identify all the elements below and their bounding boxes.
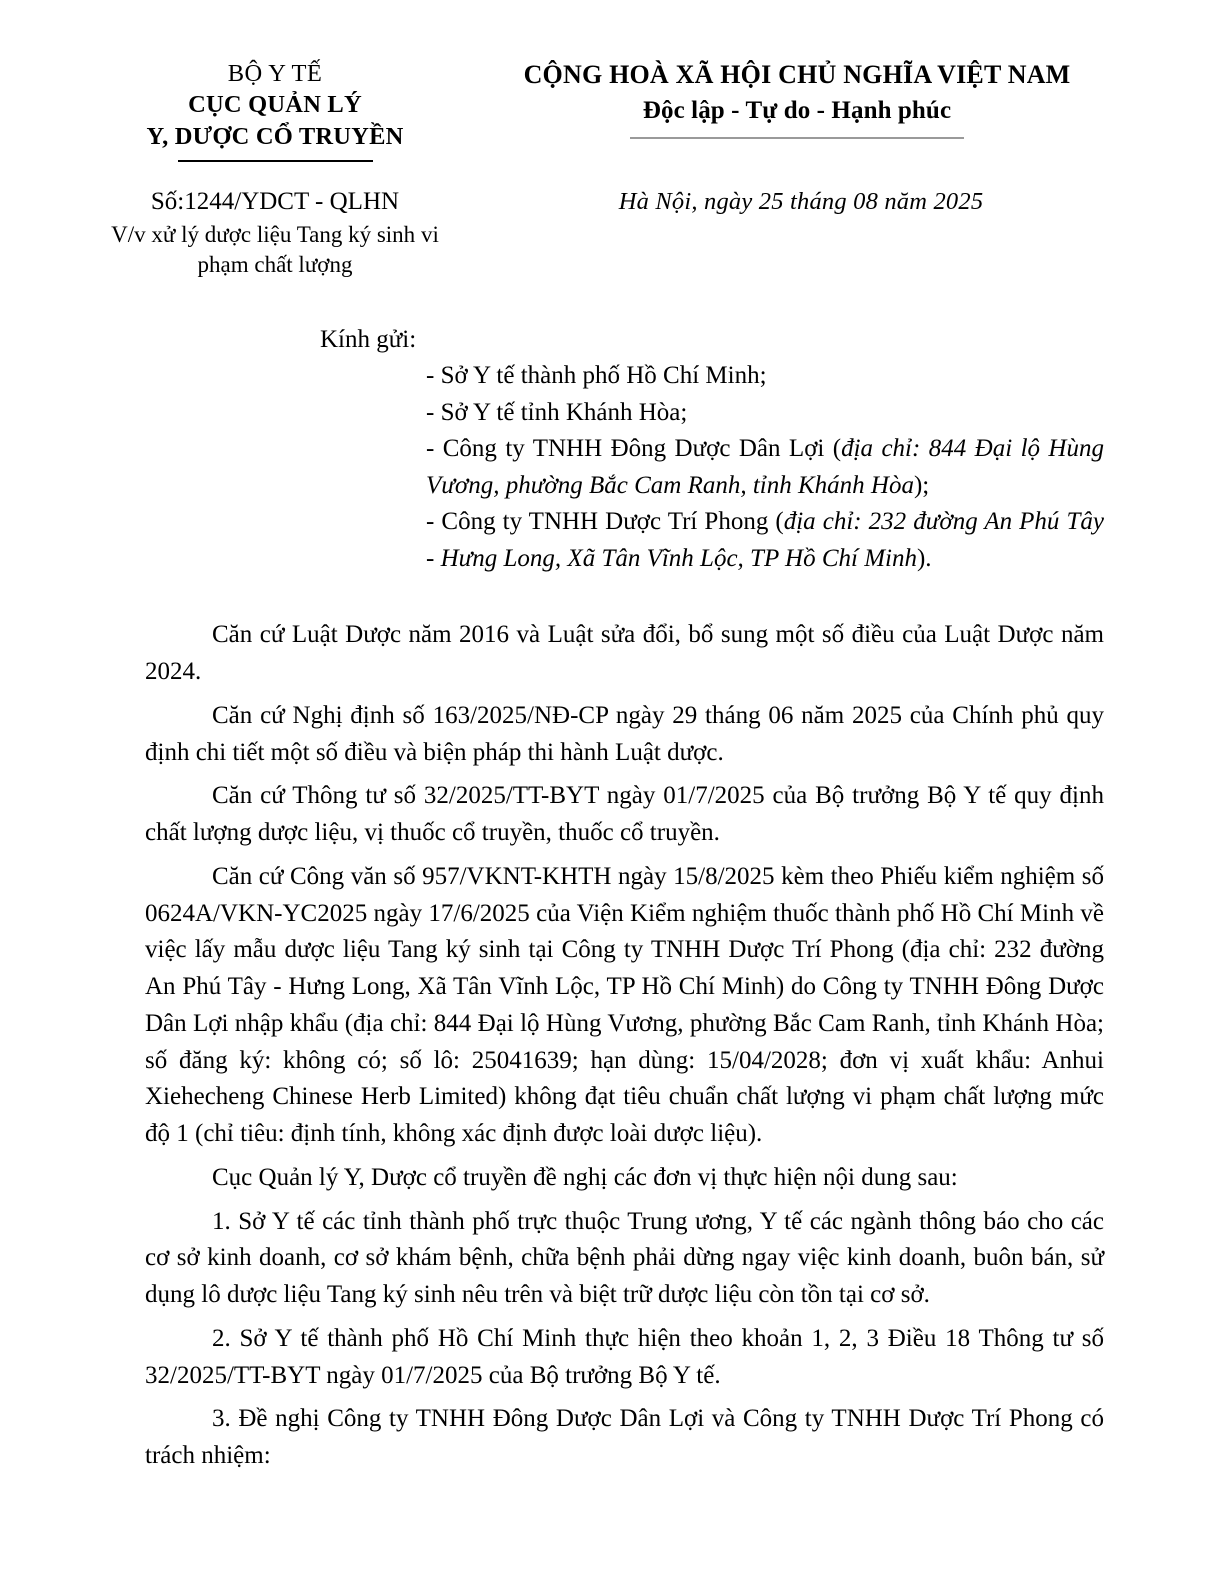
recipient-text-tail: ); xyxy=(913,471,930,499)
recipient-text-plain: - Sở Y tế tỉnh Khánh Hòa; xyxy=(426,398,688,426)
document-header xyxy=(0,0,1224,162)
department-name-line2: Y, DƯỢC CỔ TRUYỀN xyxy=(146,122,404,150)
body-paragraph-item-1: 1. Sở Y tế các tỉnh thành phố trực thuộc Trung ương, Y tế các ngành thông báo cho các cơ sở kinh doanh, cơ sở khám bệnh, chữa bệnh phải dừng ngay việc kinh doanh, buôn bán, sử dụng lô dược liệu Tang ký sinh nêu trên và biệt trữ dược liệu còn tồn tại cơ sở. xyxy=(145,1207,1104,1308)
place-and-date: Hà Nội, ngày 25 tháng 08 năm 2025 xyxy=(618,188,984,216)
issuing-authority-block xyxy=(60,58,490,162)
national-motto: Độc lập - Tự do - Hạnh phúc xyxy=(642,96,952,124)
department-name-line1: CỤC QUẢN LÝ xyxy=(188,91,362,119)
recipient-text-italic: địa chỉ: 844 Đại lộ Hùng Vương, phường Bắc Cam Ranh, tỉnh Khánh Hòa xyxy=(426,435,1104,499)
recipient-item xyxy=(426,504,1104,577)
recipient-item xyxy=(426,431,1104,504)
body-paragraph: Căn cứ Thông tư số 32/2025/TT-BYT ngày 01/7/2025 của Bộ trưởng Bộ Y tế quy định chất lượng dược liệu, vị thuốc cổ truyền, thuốc cổ truyền. xyxy=(145,782,1104,846)
recipient-item xyxy=(426,395,1104,432)
reference-block xyxy=(60,186,490,280)
recipients-label: Kính gửi: xyxy=(320,326,417,354)
recipient-item xyxy=(426,358,1104,395)
body-paragraph: Căn cứ Nghị định số 163/2025/NĐ-CP ngày 29 tháng 06 năm 2025 của Chính phủ quy định chi tiết một số điều và biện pháp thi hành Luật dược. xyxy=(145,701,1104,766)
national-title: CỘNG HOÀ XÃ HỘI CHỦ NGHĨA VIỆT NAM xyxy=(523,60,1071,89)
recipients-list xyxy=(426,358,1104,577)
document-number: Số:1244/YDCT - QLHN xyxy=(150,188,400,216)
body-paragraph-item-3: 3. Đề nghị Công ty TNHH Đông Dược Dân Lợi và Công ty TNHH Dược Trí Phong có trách nhiệm: xyxy=(145,1405,1104,1469)
ministry-name: BỘ Y TẾ xyxy=(227,60,323,87)
recipient-text-plain: - Sở Y tế thành phố Hồ Chí Minh; xyxy=(426,362,767,390)
recipients-block xyxy=(145,322,1104,577)
document-subject xyxy=(60,220,490,280)
body-paragraph-item-2: 2. Sở Y tế thành phố Hồ Chí Minh thực hiện theo khoản 1, 2, 3 Điều 18 Thông tư số 32/2025/TT-BYT ngày 01/7/2025 của Bộ trưởng Bộ Y tế. xyxy=(145,1324,1104,1389)
recipient-text-tail: ). xyxy=(916,544,932,572)
reference-row xyxy=(0,186,1224,280)
body-paragraph: Căn cứ Công văn số 957/VKNT-KHTH ngày 15/8/2025 kèm theo Phiếu kiểm nghiệm số 0624A/VKN-YC2025 ngày 17/6/2025 của Viện Kiểm nghiệm thuốc thành phố Hồ Chí Minh về việc lấy mẫu dược liệu Tang ký sinh tại Công ty TNHH Dược Trí Phong (địa chỉ: 232 đường An Phú Tây - Hưng Long, Xã Tân Vĩnh Lộc, TP Hồ Chí Minh) do Công ty TNHH Đông Dược Dân Lợi nhập khẩu (địa chỉ: 844 Đại lộ Hùng Vương, phường Bắc Cam Ranh, tỉnh Khánh Hòa; số đăng ký: không có; số lô: 25041639; hạn dùng: 15/04/2028; đơn vị xuất khẩu: Anhui Xiehecheng Chinese Herb Limited) không đạt tiêu chuẩn chất lượng vi phạm chất lượng mức độ 1 (chỉ tiêu: định tính, không xác định được loài dược liệu). xyxy=(145,862,1104,1147)
body-paragraph: Cục Quản lý Y, Dược cổ truyền đề nghị các đơn vị thực hiện nội dung sau: xyxy=(212,1163,958,1191)
subject-line2: vi phạm chất lượng xyxy=(197,222,439,278)
document-body xyxy=(145,617,1104,1475)
recipient-text-italic: địa chỉ: 232 đường An Phú Tây - Hưng Long, Xã Tân Vĩnh Lộc, TP Hồ Chí Minh xyxy=(426,508,1104,572)
national-heading-block xyxy=(490,58,1224,139)
header-divider-left xyxy=(178,160,373,162)
subject-line1: V/v xử lý dược liệu Tang ký sinh xyxy=(111,222,416,248)
recipient-text-plain: - Công ty TNHH Dược Trí Phong ( xyxy=(426,508,784,536)
body-paragraph: Căn cứ Luật Dược năm 2016 và Luật sửa đổi, bổ sung một số điều của Luật Dược năm 2024. xyxy=(145,621,1104,685)
place-date-block xyxy=(490,186,1224,216)
header-divider-right xyxy=(630,137,964,139)
recipient-text-plain: - Công ty TNHH Đông Dược Dân Lợi ( xyxy=(426,435,842,463)
